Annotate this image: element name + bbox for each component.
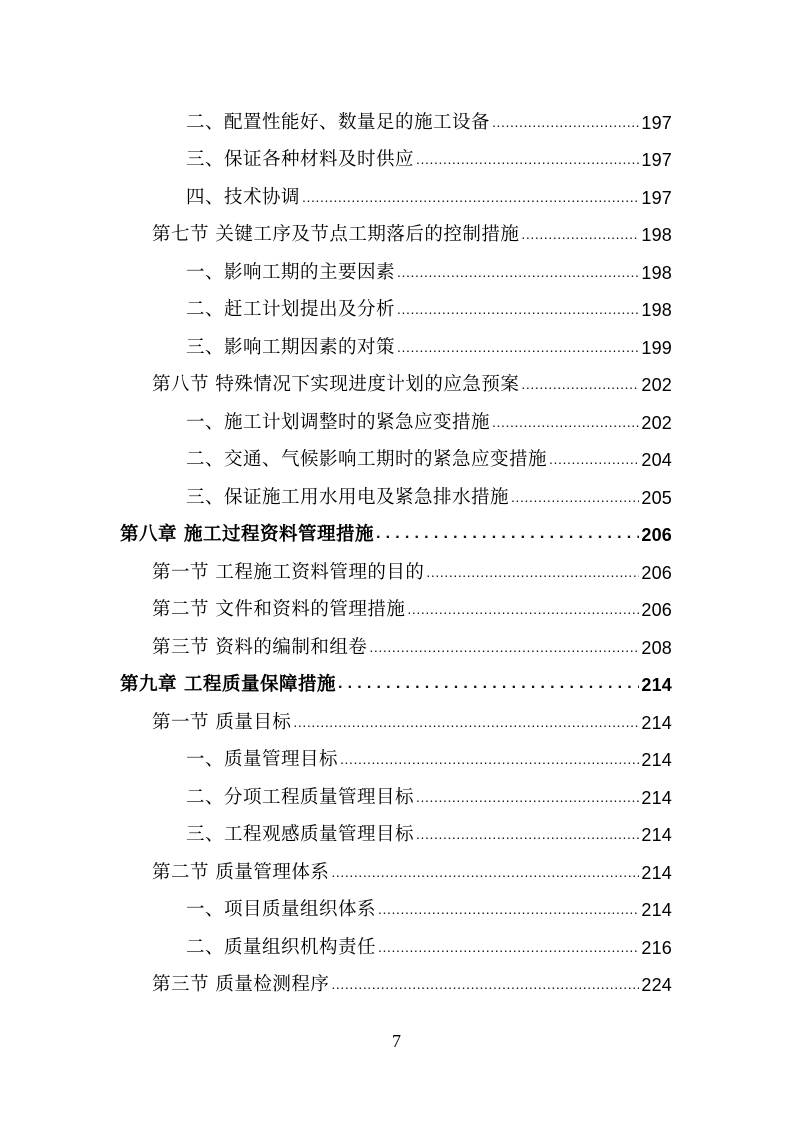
toc-entry-item[interactable] [0, 176, 793, 214]
toc-entry-title: 第三节 质量检测程序 [152, 974, 330, 995]
toc-entry-title: 三、工程观感质量管理目标 [186, 824, 415, 845]
toc-entry-item[interactable] [0, 139, 793, 177]
toc-entry-page: 214 [641, 712, 672, 733]
table-of-contents [0, 101, 793, 1001]
toc-dot-leader [492, 412, 639, 434]
toc-entry-item[interactable] [0, 814, 793, 852]
toc-entry-page: 214 [641, 675, 672, 695]
toc-entry-section[interactable] [0, 851, 793, 889]
toc-entry-page: 199 [641, 337, 672, 358]
toc-entry-item[interactable] [0, 926, 793, 964]
toc-entry-page: 202 [641, 375, 672, 395]
toc-entry-title: 四、技术协调 [186, 186, 301, 208]
toc-entry-page: 208 [641, 637, 672, 658]
toc-entry-section[interactable] [0, 364, 793, 402]
toc-dot-leader [416, 824, 639, 846]
toc-entry-item[interactable] [0, 889, 793, 927]
toc-dot-leader [397, 262, 639, 284]
toc-entry-title: 三、保证各种材料及时供应 [186, 149, 415, 170]
toc-dot-leader [340, 749, 639, 771]
toc-dot-leader [331, 974, 639, 996]
toc-entry-page: 197 [641, 112, 672, 133]
toc-dot-leader [426, 562, 639, 584]
toc-entry-title: 第八章 施工过程资料管理措施 [120, 524, 374, 545]
toc-dot-leader [416, 787, 639, 809]
toc-entry-item[interactable] [0, 251, 793, 289]
toc-entry-title: 一、施工计划调整时的紧急应变措施 [186, 411, 491, 433]
toc-entry-title: 第二节 文件和资料的管理措施 [152, 599, 406, 620]
toc-entry-page: 205 [641, 487, 672, 508]
toc-entry-item[interactable] [0, 476, 793, 514]
toc-dot-leader [521, 224, 639, 246]
toc-entry-title: 一、质量管理目标 [186, 749, 339, 770]
toc-entry-item[interactable] [0, 776, 793, 814]
toc-entry-item[interactable] [0, 439, 793, 477]
toc-entry-chapter[interactable] [0, 514, 793, 552]
page-number: 7 [392, 1031, 401, 1051]
toc-entry-page: 198 [641, 225, 672, 245]
toc-entry-page: 197 [641, 187, 672, 208]
toc-dot-leader [521, 374, 639, 396]
toc-entry-title: 第八节 特殊情况下实现进度计划的应急预案 [152, 374, 520, 395]
toc-entry-section[interactable] [0, 701, 793, 739]
toc-entry-title: 二、交通、气候影响工期时的紧急应变措施 [186, 449, 548, 470]
toc-entry-page: 214 [641, 787, 672, 808]
toc-dot-leader [407, 599, 639, 621]
toc-entry-page: 204 [641, 450, 672, 470]
toc-entry-chapter[interactable] [0, 664, 793, 702]
toc-dot-leader [511, 487, 639, 509]
toc-entry-page: 206 [641, 600, 672, 620]
toc-entry-page: 202 [641, 412, 672, 433]
toc-dot-leader [302, 187, 639, 209]
toc-dot-leader [378, 937, 639, 959]
toc-entry-section[interactable] [0, 551, 793, 589]
toc-entry-page: 216 [641, 937, 672, 958]
toc-entry-item[interactable] [0, 289, 793, 327]
toc-entry-page: 197 [641, 150, 672, 170]
toc-entry-page: 214 [641, 825, 672, 845]
toc-entry-title: 三、保证施工用水用电及紧急排水措施 [186, 486, 510, 508]
toc-entry-section[interactable] [0, 214, 793, 252]
toc-entry-title: 第九章 工程质量保障措施 [120, 674, 336, 695]
toc-entry-title: 第二节 质量管理体系 [152, 861, 330, 883]
toc-entry-title: 一、影响工期的主要因素 [186, 261, 396, 283]
toc-dot-leader [492, 112, 639, 134]
toc-dot-leader [369, 637, 639, 659]
toc-dot-leader [331, 862, 639, 884]
toc-dot-leader [416, 149, 639, 171]
toc-dot-leader [549, 449, 639, 471]
toc-entry-section[interactable] [0, 964, 793, 1002]
toc-entry-page: 206 [641, 562, 672, 583]
toc-entry-title: 二、赶工计划提出及分析 [186, 299, 396, 320]
toc-dot-leader [338, 674, 639, 696]
toc-entry-item[interactable] [0, 739, 793, 777]
toc-entry-item[interactable] [0, 401, 793, 439]
toc-entry-page: 198 [641, 262, 672, 283]
toc-entry-page: 214 [641, 900, 672, 920]
toc-entry-title: 二、配置性能好、数量足的施工设备 [186, 111, 491, 133]
toc-dot-leader [376, 524, 639, 546]
toc-entry-section[interactable] [0, 626, 793, 664]
toc-entry-title: 第一节 质量目标 [152, 711, 292, 733]
toc-entry-page: 206 [641, 525, 672, 545]
toc-entry-title: 第一节 工程施工资料管理的目的 [152, 561, 425, 583]
toc-entry-title: 二、分项工程质量管理目标 [186, 786, 415, 808]
toc-entry-title: 三、影响工期因素的对策 [186, 336, 396, 358]
toc-dot-leader [378, 899, 639, 921]
toc-entry-page: 198 [641, 300, 672, 320]
toc-entry-section[interactable] [0, 589, 793, 627]
toc-entry-page: 224 [641, 975, 672, 995]
toc-dot-leader [397, 337, 639, 359]
toc-entry-title: 一、项目质量组织体系 [186, 899, 377, 920]
toc-entry-item[interactable] [0, 101, 793, 139]
toc-dot-leader [293, 712, 639, 734]
toc-entry-title: 第七节 关键工序及节点工期落后的控制措施 [152, 224, 520, 245]
toc-entry-page: 214 [641, 750, 672, 770]
toc-entry-item[interactable] [0, 326, 793, 364]
toc-entry-title: 二、质量组织机构责任 [186, 936, 377, 958]
toc-dot-leader [397, 299, 639, 321]
toc-entry-page: 214 [641, 862, 672, 883]
toc-entry-title: 第三节 资料的编制和组卷 [152, 636, 368, 658]
